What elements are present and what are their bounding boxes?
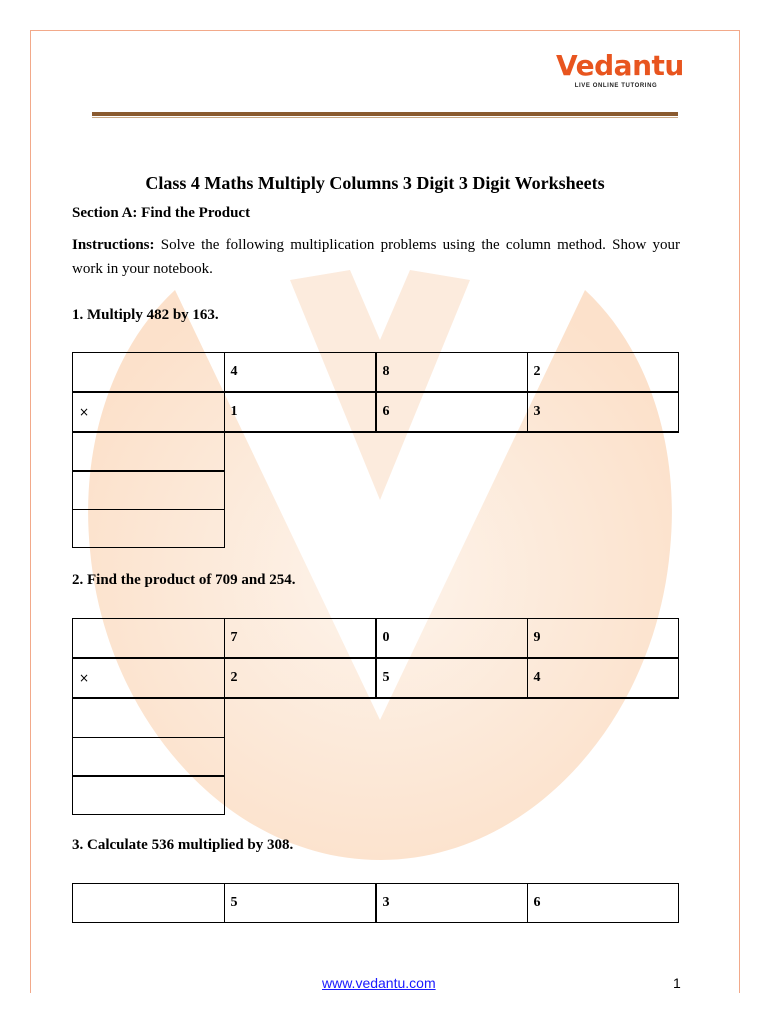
digit-cell: 8 — [376, 353, 528, 393]
grid-empty — [224, 510, 679, 548]
column-grid-2 — [72, 618, 679, 815]
digit-cell: 3 — [527, 392, 679, 432]
instructions-label: Instructions: — [72, 237, 155, 253]
digit-cell: 5 — [224, 884, 376, 923]
digit-cell: 3 — [376, 884, 528, 923]
digit-cell: 7 — [224, 619, 376, 659]
digit-cell: 1 — [224, 392, 376, 432]
grid-empty — [224, 776, 679, 815]
digit-cell: 0 — [376, 619, 528, 659]
work-row[interactable] — [73, 432, 225, 471]
grid-empty — [224, 432, 679, 471]
instructions — [72, 233, 680, 281]
page-number: 1 — [673, 975, 681, 991]
logo-wordmark: Vedantu — [556, 49, 684, 82]
vedantu-logo — [556, 49, 684, 89]
work-row[interactable] — [73, 471, 225, 510]
column-grid-1 — [72, 352, 679, 548]
work-row[interactable] — [73, 698, 225, 737]
page-title: Class 4 Maths Multiply Columns 3 Digit 3 Digit Worksheets — [145, 173, 605, 193]
column-grid-3 — [72, 883, 679, 923]
grid-cell-blank — [73, 619, 225, 659]
logo-tagline: LIVE ONLINE TUTORING — [574, 83, 658, 89]
question-1: 1. Multiply 482 by 163. — [72, 307, 219, 323]
digit-cell: 2 — [224, 658, 376, 698]
digit-cell: 6 — [527, 884, 679, 923]
question-2: 2. Find the product of 709 and 254. — [72, 572, 296, 588]
digit-cell: 9 — [527, 619, 679, 659]
grid-cell-blank — [73, 884, 225, 923]
header-rule-thin — [92, 117, 678, 118]
website-link[interactable]: www.vedantu.com — [322, 975, 436, 991]
section-heading: Section A: Find the Product — [72, 205, 251, 221]
header-rule — [92, 112, 678, 116]
digit-cell: 5 — [376, 658, 528, 698]
digit-cell: 4 — [224, 353, 376, 393]
work-row[interactable] — [73, 776, 225, 815]
grid-empty — [224, 737, 679, 776]
digit-cell: 4 — [527, 658, 679, 698]
grid-empty — [224, 471, 679, 510]
instructions-text: Solve the following multiplication problems using the column method. Show your work in your notebook. — [72, 237, 680, 277]
work-row[interactable] — [73, 737, 225, 776]
multiply-sign: × — [73, 392, 225, 432]
grid-empty — [224, 698, 679, 737]
digit-cell: 2 — [527, 353, 679, 393]
grid-cell-blank — [73, 353, 225, 393]
work-row[interactable] — [73, 510, 225, 548]
digit-cell: 6 — [376, 392, 528, 432]
multiply-sign: × — [73, 658, 225, 698]
question-3: 3. Calculate 536 multiplied by 308. — [72, 837, 294, 853]
